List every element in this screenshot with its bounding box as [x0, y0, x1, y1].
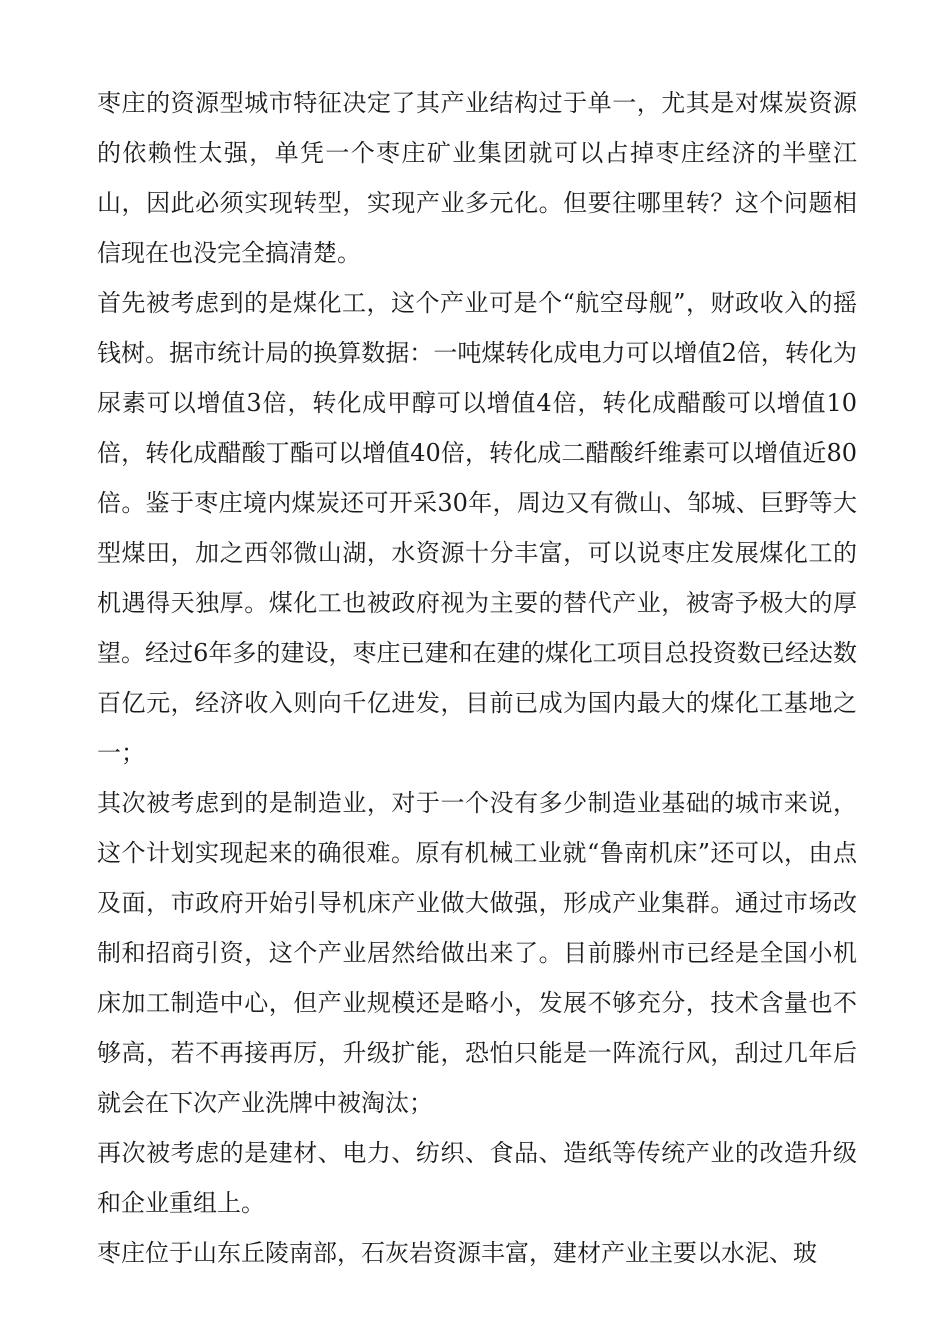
paragraph-manufacturing: 其次被考虑到的是制造业，对于一个没有多少制造业基础的城市来说，这个计划实现起来的确很难。原有机械工业就“鲁南机床”还可以，由点及面，市政府开始引导机床产业做大做强，形成产业集群。通过市场改制和招商引资，这个产业居然给做出来了。目前滕州市已经是全国小机床加工制造中心，但产业规模还是略小，发展不够充分，技术含量也不够高，若不再接再厉，升级扩能，恐怕只能是一阵流行风，刮过几年后就会在下次产业洗牌中被淘汰； [97, 789, 857, 1117]
paragraph-resource-city: 枣庄的资源型城市特征决定了其产业结构过于单一，尤其是对煤炭资源的依赖性太强，单凭一个枣庄矿业集团就可以占掉枣庄经济的半壁江山，因此必须实现转型，实现产业多元化。但要往哪里转？这个问题相信现在也没完全搞清楚。 [97, 89, 857, 267]
paragraph-coal-chemical: 首先被考虑到的是煤化工，这个产业可是个“航空母舰”，财政收入的摇钱树。据市统计局的换算数据：一吨煤转化成电力可以增值2倍，转化为尿素可以增值3倍，转化成甲醇可以增值4倍，转化成醋酸可以增值10倍，转化成醋酸丁酯可以增值40倍，转化成二醋酸纤维素可以增值近80倍。鉴于枣庄境内煤炭还可开采30年，周边又有微山、邹城、巨野等大型煤田，加之西邻微山湖，水资源十分丰富，可以说枣庄发展煤化工的机遇得天独厚。煤化工也被政府视为主要的替代产业，被寄予极大的厚望。经过6年多的建设，枣庄已建和在建的煤化工项目总投资数已经达数百亿元，经济收入则向千亿进发，目前已成为国内最大的煤化工基地之一； [97, 289, 857, 767]
paragraph-building-materials: 枣庄位于山东丘陵南部，石灰岩资源丰富，建材产业主要以水泥、玻 [97, 1239, 817, 1267]
paragraph-traditional-industries: 再次被考虑的是建材、电力、纺织、食品、造纸等传统产业的改造升级和企业重组上。 [97, 1139, 857, 1217]
document-page [97, 78, 857, 1278]
